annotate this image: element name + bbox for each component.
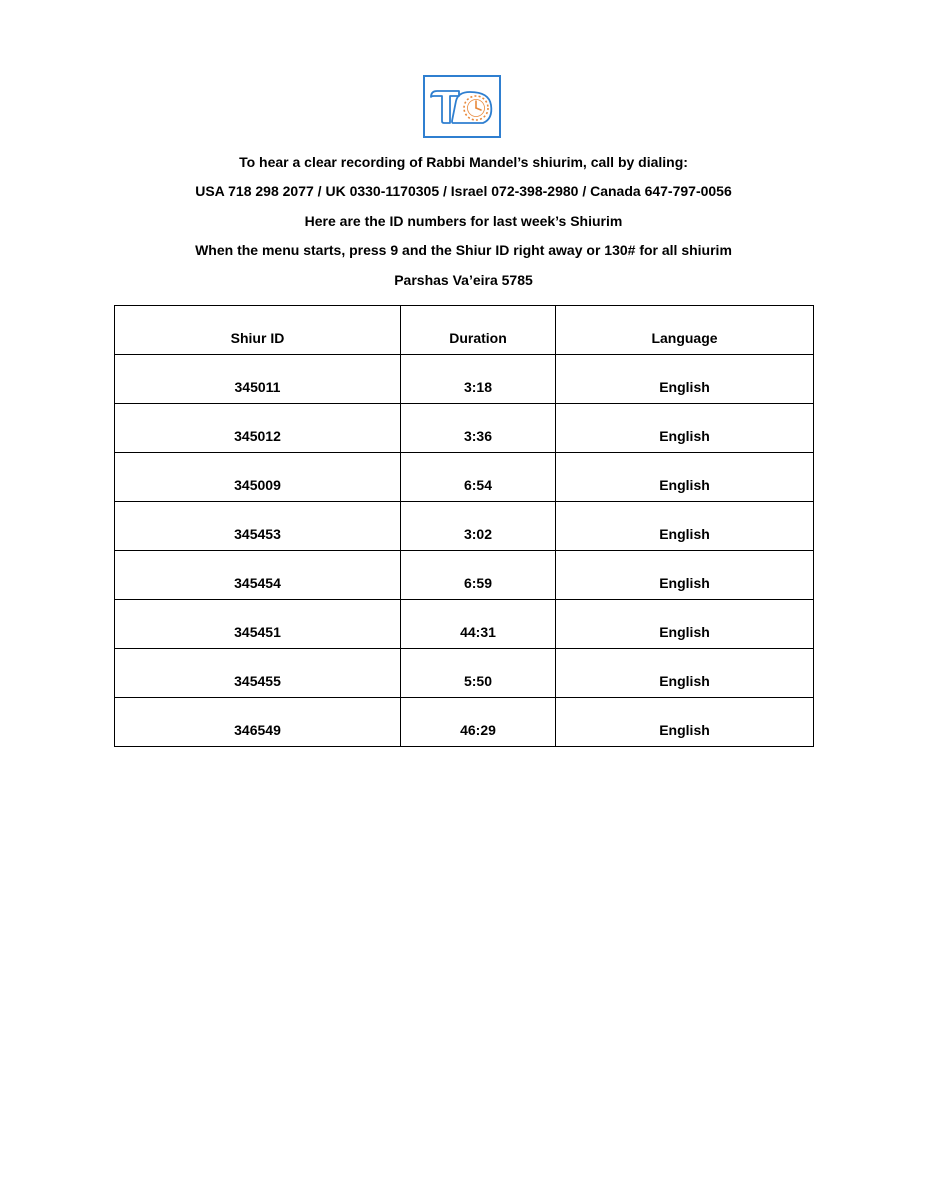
cell-value: English — [659, 477, 710, 493]
cell-shiur-id — [115, 404, 401, 453]
table-header-row — [115, 306, 814, 355]
cell-shiur-id — [115, 551, 401, 600]
parsha-title: Parshas Va’eira 5785 — [394, 272, 533, 288]
cell-language — [556, 649, 814, 698]
logo — [423, 75, 501, 138]
cell-value: 3:36 — [463, 428, 493, 444]
cell-language — [556, 600, 814, 649]
cell-value: 5:50 — [463, 673, 493, 689]
cell-value: English — [659, 379, 710, 395]
cell-shiur-id — [115, 453, 401, 502]
cell-duration — [401, 404, 556, 453]
logo-icon — [425, 77, 499, 136]
cell-value: English — [659, 526, 710, 542]
cell-duration — [401, 551, 556, 600]
table-row — [115, 698, 814, 747]
cell-value: 345011 — [234, 379, 281, 395]
cell-language — [556, 502, 814, 551]
table-row — [115, 649, 814, 698]
cell-value: English — [659, 575, 710, 591]
cell-value: English — [659, 428, 710, 444]
cell-value: 346549 — [234, 722, 281, 738]
column-header-label: Language — [651, 330, 718, 346]
table-row — [115, 551, 814, 600]
cell-value: 6:54 — [463, 477, 493, 493]
cell-shiur-id — [115, 600, 401, 649]
cell-duration — [401, 502, 556, 551]
cell-value: English — [659, 722, 710, 738]
cell-duration — [401, 355, 556, 404]
cell-language — [556, 551, 814, 600]
shiurim-table — [114, 305, 814, 747]
column-header-duration — [401, 306, 556, 355]
table-row — [115, 600, 814, 649]
cell-language — [556, 453, 814, 502]
cell-value: 345012 — [234, 428, 281, 444]
cell-shiur-id — [115, 502, 401, 551]
column-header-language — [556, 306, 814, 355]
cell-language — [556, 698, 814, 747]
table-row — [115, 355, 814, 404]
cell-duration — [401, 649, 556, 698]
cell-shiur-id — [115, 649, 401, 698]
column-header-label: Duration — [449, 330, 507, 346]
table-row — [115, 453, 814, 502]
dialing-instructions: To hear a clear recording of Rabbi Mandel’s shiurim, call by dialing: — [239, 154, 688, 170]
cell-value: 345453 — [234, 526, 281, 542]
cell-duration — [401, 600, 556, 649]
cell-value: 3:02 — [463, 526, 493, 542]
cell-language — [556, 404, 814, 453]
cell-value: 3:18 — [463, 379, 493, 395]
cell-language — [556, 355, 814, 404]
cell-value: English — [659, 673, 710, 689]
column-header-shiur-id — [115, 306, 401, 355]
column-header-label: Shiur ID — [230, 330, 285, 346]
cell-value: 345009 — [234, 477, 281, 493]
id-intro: Here are the ID numbers for last week’s Shiurim — [304, 213, 623, 229]
cell-value: English — [659, 624, 710, 640]
cell-value: 345455 — [234, 673, 281, 689]
table-row — [115, 404, 814, 453]
cell-value: 345451 — [234, 624, 281, 640]
phone-numbers: USA 718 298 2077 / UK 0330-1170305 / Israel 072-398-2980 / Canada 647-797-0056 — [195, 183, 732, 199]
cell-value: 44:31 — [460, 624, 496, 640]
cell-value: 345454 — [234, 575, 281, 591]
cell-value: 46:29 — [460, 722, 496, 738]
cell-duration — [401, 453, 556, 502]
cell-shiur-id — [115, 355, 401, 404]
cell-value: 6:59 — [463, 575, 493, 591]
cell-shiur-id — [115, 698, 401, 747]
menu-instructions: When the menu starts, press 9 and the Shiur ID right away or 130# for all shiurim — [195, 242, 732, 258]
cell-duration — [401, 698, 556, 747]
table-row — [115, 502, 814, 551]
